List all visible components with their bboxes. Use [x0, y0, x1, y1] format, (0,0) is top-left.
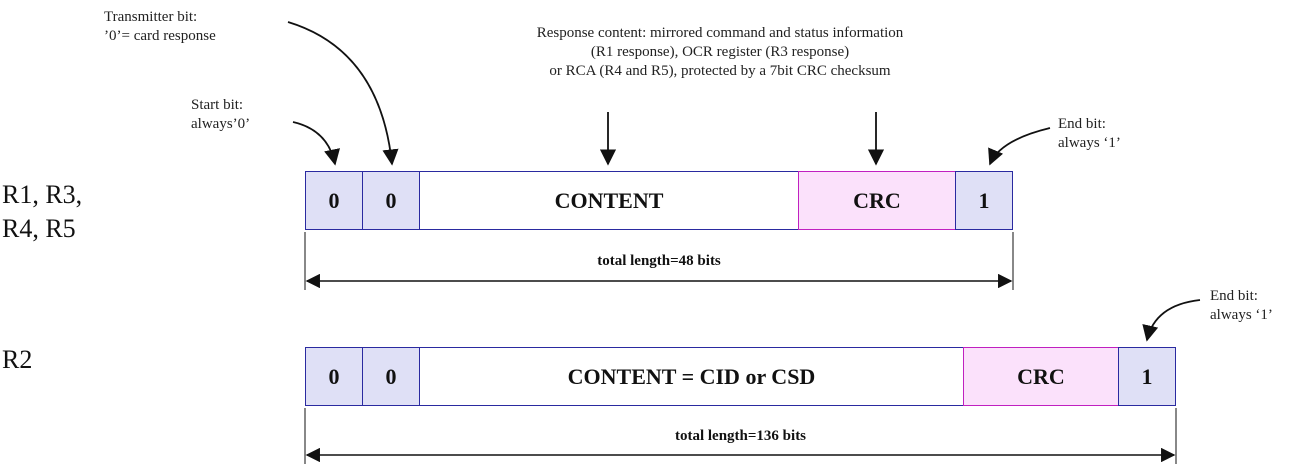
end-bit-top-arrow: [990, 128, 1050, 164]
frame2-content: CONTENT = CID or CSD: [419, 347, 964, 406]
frame2-transmitter-bit: 0: [362, 347, 420, 406]
end-bit-bottom-arrow: [1147, 300, 1200, 340]
frame2-start-bit: 0: [305, 347, 363, 406]
start-bit-arrow: [293, 122, 335, 164]
frame1-transmitter-bit: 0: [362, 171, 420, 230]
frame1-start-bit: 0: [305, 171, 363, 230]
frame2-crc: CRC: [963, 347, 1119, 406]
transmitter-bit-arrow: [288, 22, 392, 164]
frame1-content: CONTENT: [419, 171, 799, 230]
start-bit-note: Start bit: always’0’: [191, 97, 251, 132]
frame1-label: R1, R3, R4, R5: [2, 180, 83, 243]
frame1-total-length: total length=48 bits: [597, 253, 721, 269]
response-content-note: Response content: mirrored command and status information (R1 response), OCR register (R3 response) or RCA (R4 and R5), protected by a 7bit CRC checksum: [536, 25, 904, 79]
end-bit-note-bottom: End bit: always ‘1’: [1210, 288, 1273, 323]
end-bit-note-top: End bit: always ‘1’: [1058, 116, 1121, 151]
frame2-end-bit: 1: [1118, 347, 1176, 406]
frame2-total-length: total length=136 bits: [674, 428, 807, 444]
frame2-label: R2: [2, 345, 33, 374]
transmitter-bit-note: Transmitter bit: ’0’= card response: [104, 9, 216, 44]
frame1-end-bit: 1: [955, 171, 1013, 230]
frame1-crc: CRC: [798, 171, 956, 230]
